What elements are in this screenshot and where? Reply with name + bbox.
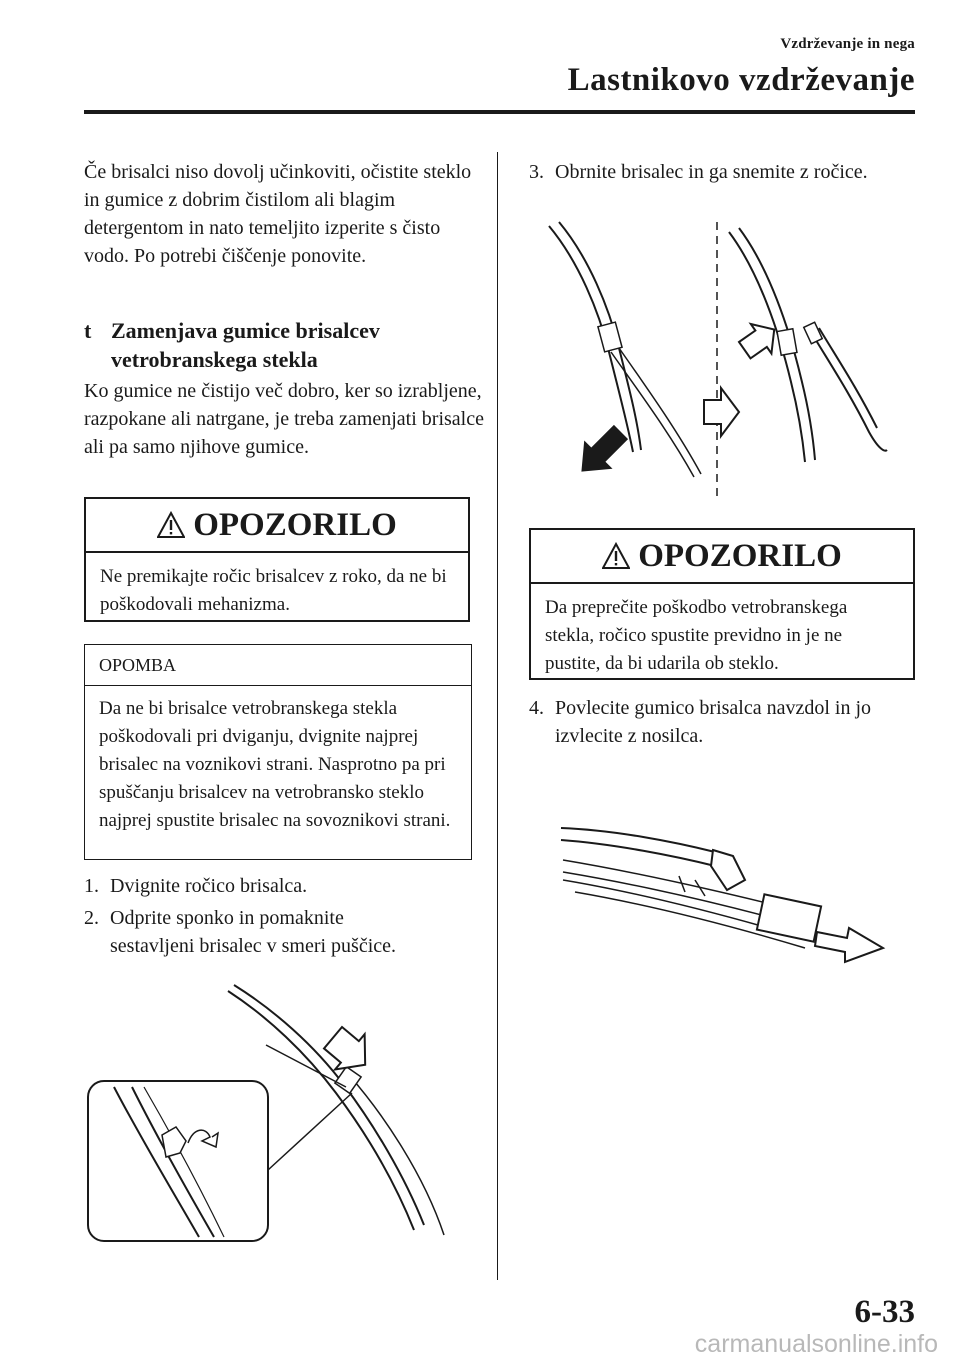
replacement-paragraph: Ko gumice ne čistijo več dobro, ker so izrabljene, razpokane ali natrgane, je treba zamenjati brisalce ali pa samo njihove gumice. — [84, 380, 484, 458]
warning-title: OPOZORILO — [193, 506, 397, 543]
warning-header — [531, 530, 913, 584]
rubber-removal-illustration — [555, 820, 895, 970]
intro-paragraph: Če brisalci niso dovolj učinkoviti, očistite steklo in gumice z dobrim čistilom ali blagim detergentom in nato temeljito izperite s čisto vodo. Po potrebi čiščenje ponovite. — [84, 161, 472, 267]
note-box — [84, 644, 472, 860]
step-text-line2: sestavljeni brisalec v smeri puščice. — [110, 935, 397, 957]
page-number: 6-33 — [854, 1294, 915, 1330]
section-bullet: t — [84, 318, 92, 343]
step-3 — [529, 158, 929, 186]
warning-header — [86, 499, 468, 553]
page-title: Lastnikovo vzdrževanje — [567, 62, 915, 98]
step-4 — [529, 694, 919, 750]
step-text-line1: Povlecite gumico brisalca navzdol in jo — [555, 697, 872, 719]
wiper-removal-illustration — [529, 212, 929, 502]
step-1 — [84, 872, 307, 900]
step-text: Dvignite ročico brisalca. — [110, 875, 308, 897]
step-number: 4. — [529, 697, 544, 719]
step-text: Obrnite brisalec in ga snemite z ročice. — [555, 161, 868, 183]
step-text-line2: izvlecite z nosilca. — [555, 725, 704, 747]
section-label: Vzdrževanje in nega — [780, 36, 915, 52]
watermark: carmanualsonline.info — [694, 1330, 938, 1358]
step-text-line1: Odprite sponko in pomaknite — [110, 907, 344, 929]
warning-title: OPOZORILO — [638, 537, 842, 574]
warning-text: Da preprečite poškodbo vetrobranskega stekla, ročico spustite previdno in je ne pustite, da bi udarila ob steklo. — [545, 597, 848, 674]
section-title-line2: vetrobranskega stekla — [111, 347, 318, 372]
section-title-line1: Zamenjava gumice brisalcev — [111, 318, 380, 343]
warning-box — [529, 528, 915, 680]
header-rule — [84, 110, 915, 114]
warning-triangle-icon — [157, 511, 185, 539]
note-title: OPOMBA — [85, 645, 471, 686]
step-number: 1. — [84, 875, 99, 897]
column-divider — [497, 152, 498, 1280]
note-text: Da ne bi brisalce vetrobranskega stekla poškodovali pri dviganju, dvignite najprej brisalec na voznikovi strani. Nasprotno pa pri spuščanju brisalcev na vetrobransko steklo najprej spustite brisalec na sovoznikovi strani. — [99, 698, 451, 831]
step-number: 2. — [84, 907, 99, 929]
step-number: 3. — [529, 161, 544, 183]
step-2 — [84, 904, 484, 960]
section-heading — [84, 316, 474, 374]
warning-triangle-icon — [602, 542, 630, 570]
warning-text: Ne premikajte ročic brisalcev z roko, da ne bi poškodovali mehanizma. — [100, 566, 447, 615]
wiper-clip-illustration — [84, 975, 484, 1245]
warning-box — [84, 497, 470, 622]
